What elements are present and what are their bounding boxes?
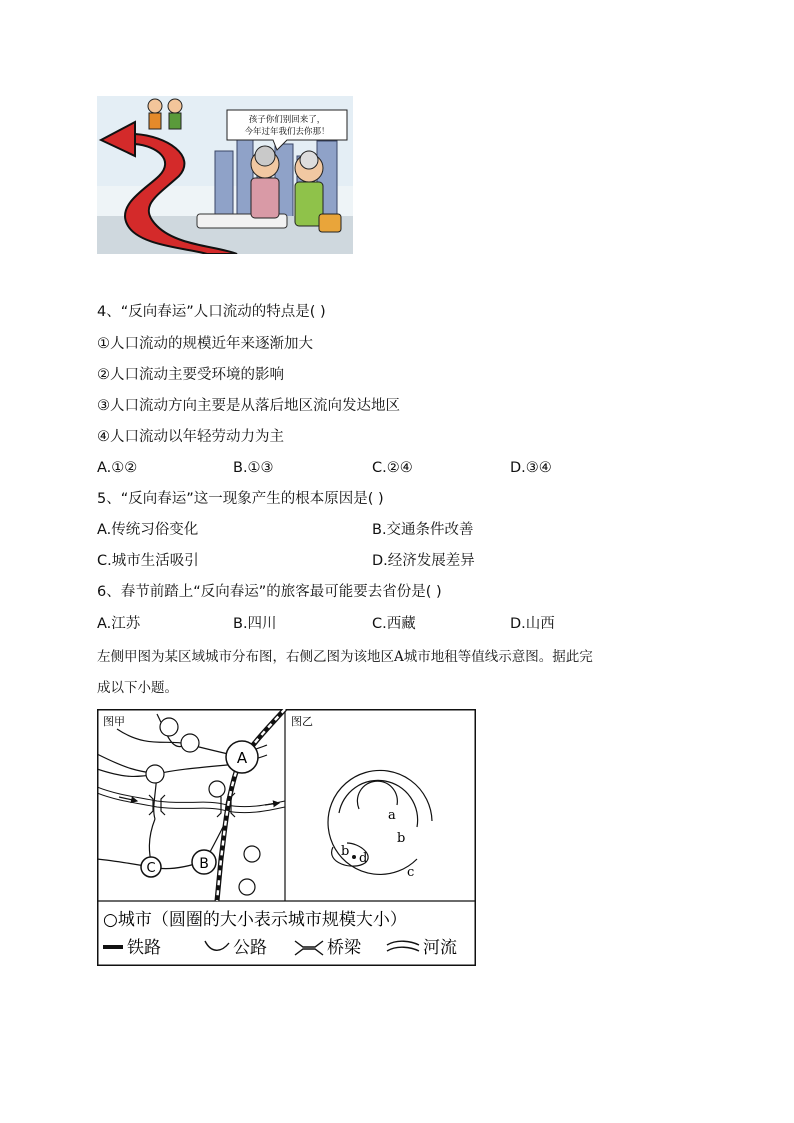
q6-option-c[interactable]: C.西藏 [372, 616, 416, 632]
reverse-migration-cartoon [97, 96, 353, 254]
city-small [239, 879, 255, 895]
q4-option-b[interactable]: B.①③ [233, 460, 274, 476]
q5-option-d[interactable]: D.经济发展差异 [372, 553, 475, 569]
contour-label-b: b [397, 831, 406, 846]
q4-statement-1: ①人口流动的规模近年来逐渐加大 [97, 336, 313, 352]
q4-statement-3: ③人口流动方向主要是从落后地区流向发达地区 [97, 398, 400, 414]
q5-option-b[interactable]: B.交通条件改善 [372, 522, 474, 538]
panel-b-title: 图乙 [291, 715, 313, 728]
contour-label-d: d [359, 851, 368, 866]
city-c-label: C [146, 861, 156, 876]
city-a-label: A [236, 749, 248, 767]
contour-label-c: c [407, 865, 415, 880]
q4-option-d[interactable]: D.③④ [510, 460, 552, 476]
q4-statement-2: ②人口流动主要受环境的影响 [97, 367, 284, 383]
legend-railway: 铁路 [127, 938, 161, 958]
q5-option-a[interactable]: A.传统习俗变化 [97, 522, 199, 538]
contour-label-a: a [388, 808, 396, 823]
city-small [209, 781, 225, 797]
point-d-dot [352, 855, 356, 859]
q6-stem: 6、春节前踏上“反向春运”的旅客最可能要去省份是( ) [97, 584, 442, 600]
speech-line-1: 孩子你们别回来了， [248, 115, 326, 125]
q4-option-a[interactable]: A.①② [97, 460, 138, 476]
legend-bridge: 桥梁 [327, 938, 361, 958]
city-map-figure [97, 709, 476, 966]
city-small [160, 718, 178, 736]
q6-option-d[interactable]: D.山西 [510, 616, 555, 632]
city-small [181, 734, 199, 752]
speech-line-2: 今年过年我们去你那！ [244, 127, 330, 137]
panel-a-title: 图甲 [103, 715, 125, 728]
q5-stem: 5、“反向春运”这一现象产生的根本原因是( ) [97, 491, 384, 507]
city-small [146, 765, 164, 783]
q4-stem: 4、“反向春运”人口流动的特点是( ) [97, 304, 326, 320]
q6-option-a[interactable]: A.江苏 [97, 616, 141, 632]
q4-statement-4: ④人口流动以年轻劳动力为主 [97, 429, 284, 445]
intro-line-1: 左侧甲图为某区域城市分布图，右侧乙图为该地区A城市地租等值线示意图。据此完 [97, 649, 593, 665]
intro-line-2: 成以下小题。 [97, 680, 178, 696]
q6-option-b[interactable]: B.四川 [233, 616, 277, 632]
legend-river: 河流 [423, 938, 457, 958]
q4-option-c[interactable]: C.②④ [372, 460, 413, 476]
city-b-label: B [199, 856, 209, 872]
city-small [244, 846, 260, 862]
q5-option-c[interactable]: C.城市生活吸引 [97, 553, 199, 569]
legend-road: 公路 [233, 938, 267, 958]
legend-city: ○城市（圆圈的大小表示城市规模大小） [103, 910, 407, 930]
contour-label-b-inner: b [341, 844, 350, 859]
